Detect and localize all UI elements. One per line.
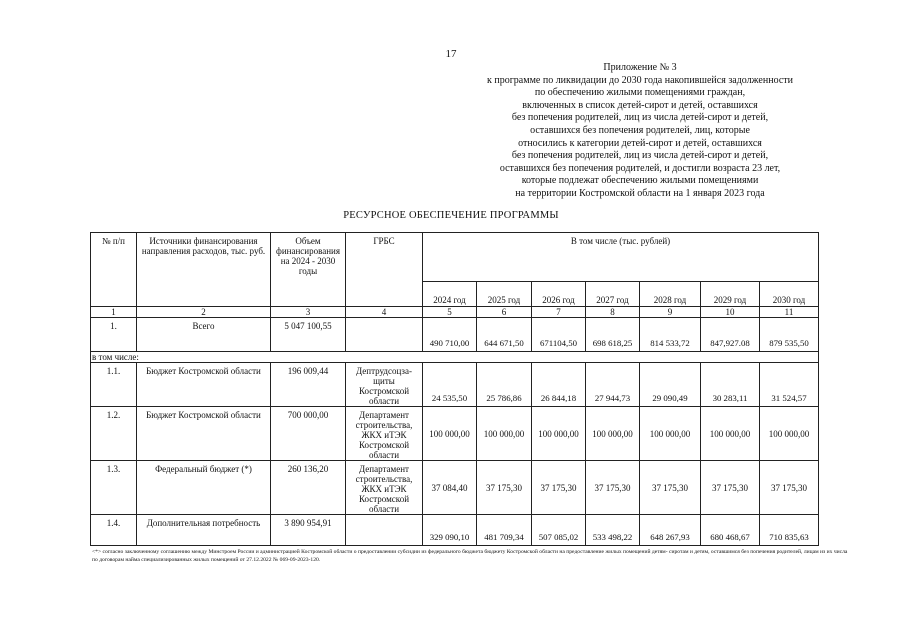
row-volume: 3 890 954,91 <box>271 515 346 546</box>
row-value: 533 498,22 <box>586 515 640 546</box>
row-value: 490 710,00 <box>423 318 477 352</box>
appendix-header <box>440 62 840 201</box>
row-value: 644 671,50 <box>477 318 532 352</box>
appendix-line: оставшихся без попечения родителей, и достигли возраста 23 лет, <box>499 162 781 174</box>
row-value: 481 709,34 <box>477 515 532 546</box>
appendix-line: оставшихся без попечения родителей, лиц, которые <box>530 124 750 136</box>
table-row <box>91 363 819 407</box>
document-title: РЕСУРСНОЕ ОБЕСПЕЧЕНИЕ ПРОГРАММЫ <box>343 210 559 221</box>
row-value: 329 090,10 <box>423 515 477 546</box>
row-num: 1.4. <box>91 515 137 546</box>
header-year: 2026 год <box>532 282 586 307</box>
header-source: Источники финансирования направления расходов, тыс. руб. <box>137 233 271 307</box>
row-value: 26 844,18 <box>532 363 586 407</box>
row-grbs <box>346 318 423 352</box>
header-year: 2028 год <box>640 282 701 307</box>
table-row <box>91 407 819 461</box>
table-row-total <box>91 318 819 352</box>
column-number: 9 <box>640 307 701 318</box>
column-number: 5 <box>423 307 477 318</box>
row-value: 100 000,00 <box>701 407 760 461</box>
column-number: 10 <box>701 307 760 318</box>
row-value: 29 090,49 <box>640 363 701 407</box>
column-number: 4 <box>346 307 423 318</box>
header-year: 2027 год <box>586 282 640 307</box>
column-number: 2 <box>137 307 271 318</box>
appendix-line: без попечения родителей, лиц из числа детей-сирот и детей, <box>511 112 769 124</box>
row-value: 37 175,30 <box>701 461 760 515</box>
row-value: 710 835,63 <box>760 515 819 546</box>
row-value: 25 786,86 <box>477 363 532 407</box>
row-source: Бюджет Костромской области <box>137 363 271 407</box>
appendix-line: на территории Костромской области на 1 января 2023 года <box>515 187 765 199</box>
appendix-line: без попечения родителей, лиц из числа детей-сирот и детей, <box>511 150 769 162</box>
table-row <box>91 515 819 546</box>
row-num: 1. <box>91 318 137 352</box>
row-num: 1.3. <box>91 461 137 515</box>
table-row <box>91 461 819 515</box>
row-value: 680 468,67 <box>701 515 760 546</box>
row-num: 1.2. <box>91 407 137 461</box>
row-grbs: Департамент строительства, ЖКХ иТЭК Костромской области <box>346 407 423 461</box>
row-num: 1.1. <box>91 363 137 407</box>
column-number: 6 <box>477 307 532 318</box>
row-value: 100 000,00 <box>532 407 586 461</box>
header-year: 2024 год <box>423 282 477 307</box>
row-value: 30 283,11 <box>701 363 760 407</box>
appendix-line: по обеспечению жилыми помещениями граждан, <box>534 87 746 99</box>
column-number: 1 <box>91 307 137 318</box>
row-value: 24 535,50 <box>423 363 477 407</box>
row-value: 100 000,00 <box>423 407 477 461</box>
appendix-line: Приложение № 3 <box>603 62 677 73</box>
appendix-line: относились к категории детей-сирот и детей, оставшихся <box>518 137 762 149</box>
row-value: 879 535,50 <box>760 318 819 352</box>
row-source: Всего <box>137 318 271 352</box>
appendix-line: включенных в список детей-сирот и детей, оставшихся <box>522 99 758 111</box>
column-number: 11 <box>760 307 819 318</box>
row-value: 27 944,73 <box>586 363 640 407</box>
appendix-line: которые подлежат обеспечению жилыми помещениями <box>521 175 759 187</box>
row-value: 100 000,00 <box>477 407 532 461</box>
including-row <box>91 352 819 363</box>
row-value: 31 524,57 <box>760 363 819 407</box>
row-grbs <box>346 515 423 546</box>
row-value: 671104,50 <box>532 318 586 352</box>
row-value: 100 000,00 <box>760 407 819 461</box>
header-grbs: ГРБС <box>346 233 423 307</box>
including-label: в том числе: <box>91 352 819 363</box>
header-row <box>91 233 819 282</box>
row-value: 37 175,30 <box>640 461 701 515</box>
row-grbs: Дептрудсоцза-щиты Костромской области <box>346 363 423 407</box>
resource-table <box>90 232 819 546</box>
header-including: В том числе (тыс. рублей) <box>423 233 819 282</box>
header-year: 2029 год <box>701 282 760 307</box>
row-value: 507 085,02 <box>532 515 586 546</box>
row-source: Дополнительная потребность <box>137 515 271 546</box>
header-volume: Объем финансирования на 2024 - 2030 годы <box>271 233 346 307</box>
row-volume: 700 000,00 <box>271 407 346 461</box>
row-volume: 5 047 100,55 <box>271 318 346 352</box>
row-value: 847,927.08 <box>701 318 760 352</box>
column-number: 3 <box>271 307 346 318</box>
column-number: 8 <box>586 307 640 318</box>
row-volume: 196 009,44 <box>271 363 346 407</box>
page-number: 17 <box>445 48 457 60</box>
row-source: Бюджет Костромской области <box>137 407 271 461</box>
row-value: 698 618,25 <box>586 318 640 352</box>
row-value: 37 175,30 <box>477 461 532 515</box>
header-year: 2025 год <box>477 282 532 307</box>
row-source: Федеральный бюджет (*) <box>137 461 271 515</box>
row-value: 37 175,30 <box>532 461 586 515</box>
header-year: 2030 год <box>760 282 819 307</box>
row-grbs: Департамент строительства, ЖКХ иТЭК Костромской области <box>346 461 423 515</box>
row-value: 648 267,93 <box>640 515 701 546</box>
footnote: <*> согласно заключенному соглашению между Минстроем России и администрацией Костромской области о предоставлении субсидии из федерального бюджета бюджету Костромской области на предоставление жилых помещений детям- сиротам и детям, оставшимся без попечения родителей, лицам из их числа по договорам найма специализированных жилых помещений от 27.12.2022 № 069-09-2023-120. <box>92 549 848 564</box>
row-value: 100 000,00 <box>640 407 701 461</box>
row-value: 37 175,30 <box>586 461 640 515</box>
row-volume: 260 136,20 <box>271 461 346 515</box>
column-number: 7 <box>532 307 586 318</box>
row-value: 814 533,72 <box>640 318 701 352</box>
header-num: № п/п <box>91 233 137 307</box>
row-value: 100 000,00 <box>586 407 640 461</box>
row-value: 37 084,40 <box>423 461 477 515</box>
appendix-line: к программе по ликвидации до 2030 года накопившейся задолженности <box>487 74 793 86</box>
row-value: 37 175,30 <box>760 461 819 515</box>
column-number-row <box>91 307 819 318</box>
